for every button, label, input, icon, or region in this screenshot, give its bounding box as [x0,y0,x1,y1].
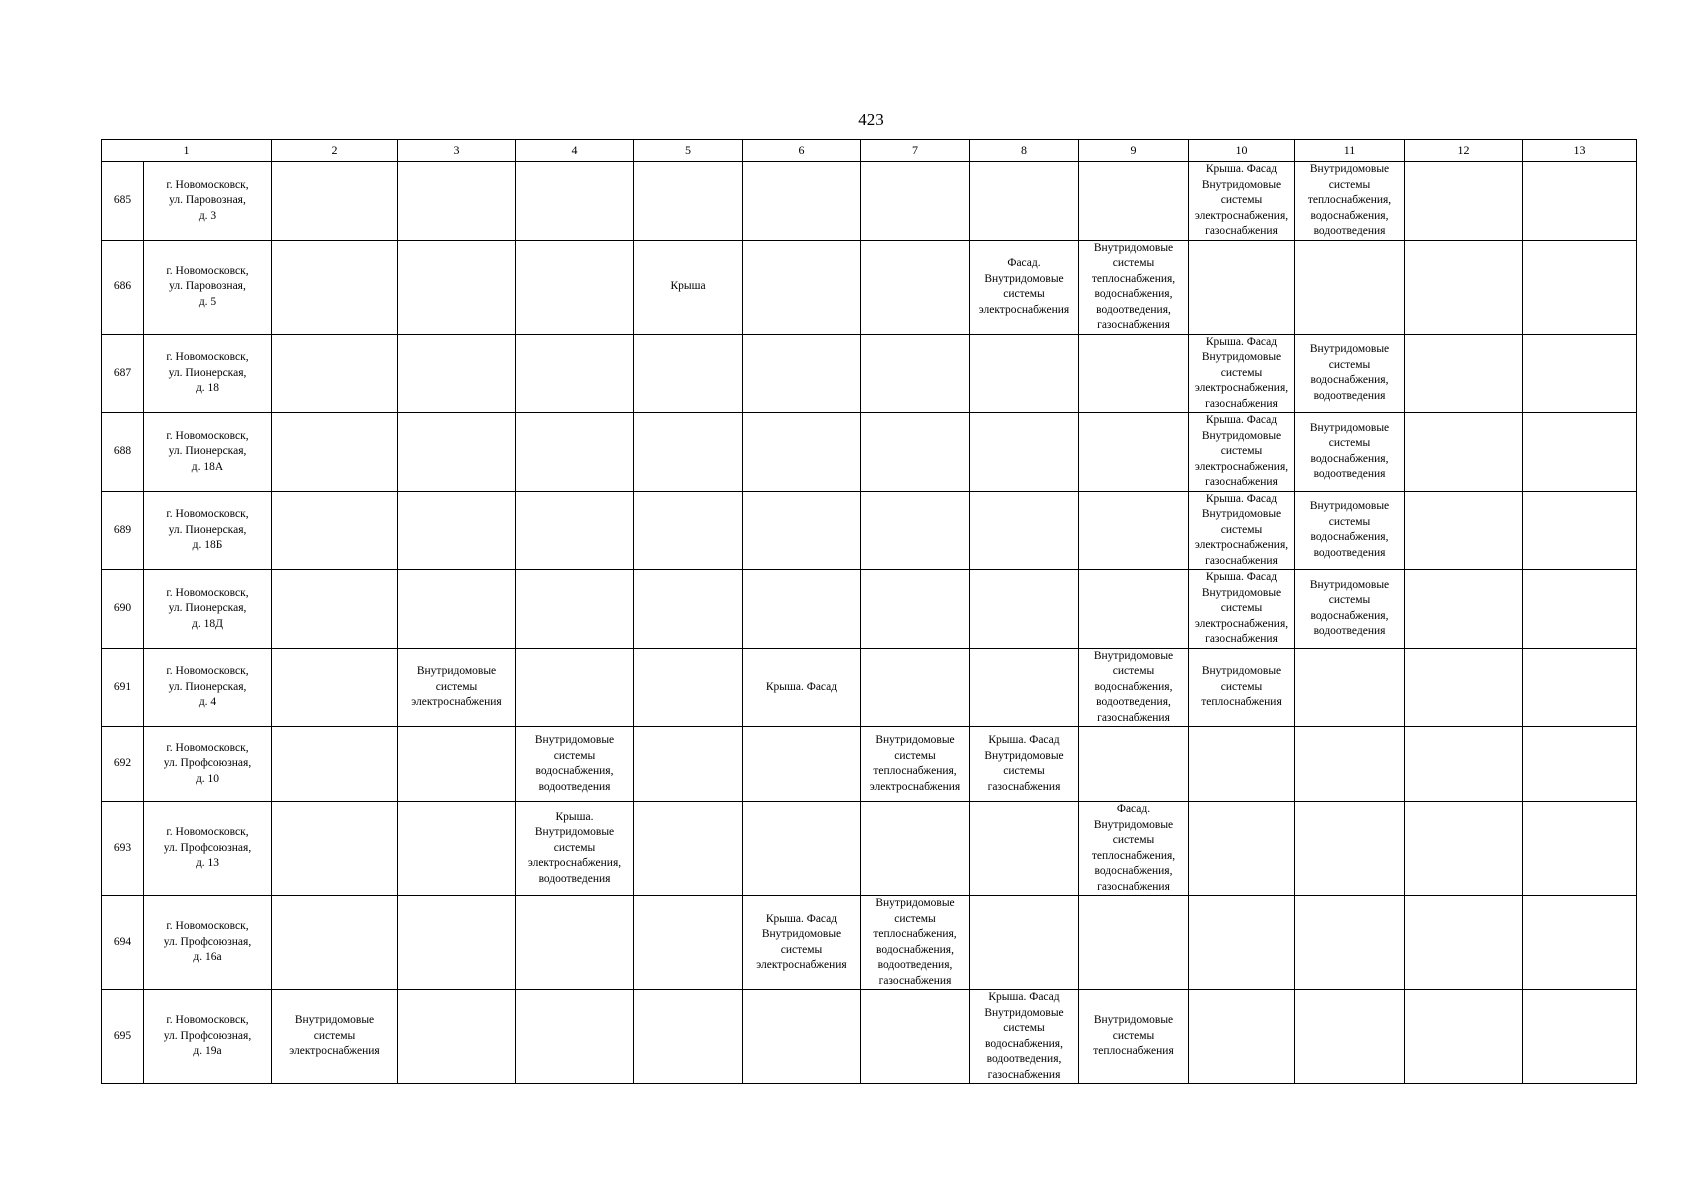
table-cell-col-3 [398,990,516,1084]
table-cell-col-9 [1079,334,1189,413]
table-cell-col-8 [970,570,1079,649]
table-cell-col-10 [1189,240,1295,334]
table-cell-col-2 [272,570,398,649]
cell-text: Внутридомовые системы теплоснабжения, водоснабжения, водоотведения, газоснабжения [873,897,957,987]
cell-text: Крыша. Фасад Внутридомовые системы электроснабжения [756,912,847,971]
table-row [102,162,1637,241]
table-cell-col-3 [398,896,516,990]
table-cell-col-3 [398,413,516,492]
table-body [102,162,1637,1084]
row-number: 687 [102,334,144,413]
table-cell-col-12 [1405,727,1523,802]
table-cell-col-11 [1295,648,1405,727]
table-cell-col-10 [1189,896,1295,990]
table-cell-col-13 [1523,648,1637,727]
table-cell-col-12 [1405,802,1523,896]
table-cell-col-2 [272,240,398,334]
column-header-2: 2 [272,140,398,162]
table-cell-col-3 [398,570,516,649]
row-number: 689 [102,491,144,570]
table-cell-col-13 [1523,491,1637,570]
table-cell-col-5 [634,162,743,241]
address-text: г. Новомосковск, ул. Профсоюзная, д. 10 [163,741,252,785]
address-text: г. Новомосковск, ул. Профсоюзная, д. 16а [163,920,252,964]
table-cell-col-4 [516,648,634,727]
table-cell-col-8 [970,334,1079,413]
table-cell-col-6 [743,240,861,334]
address-text: г. Новомосковск, ул. Пионерская, д. 18Б [166,508,249,551]
table-cell-col-10 [1189,648,1295,727]
table-row [102,727,1637,802]
address-text: г. Новомосковск, ул. Профсоюзная, д. 13 [163,826,252,870]
table-cell-col-10 [1189,570,1295,649]
table-cell-col-8 [970,491,1079,570]
table-cell-col-9 [1079,570,1189,649]
table-cell-col-9 [1079,990,1189,1084]
table-cell-col-13 [1523,802,1637,896]
address-cell [144,162,272,241]
table-cell-col-7 [861,491,970,570]
cell-text: Внутридомовые системы электроснабжения [411,665,502,708]
cell-text: Крыша [670,280,706,293]
table-cell-col-11 [1295,491,1405,570]
table-cell-col-4 [516,896,634,990]
table-cell-col-13 [1523,727,1637,802]
row-number: 694 [102,896,144,990]
table-cell-col-11 [1295,413,1405,492]
table-row [102,334,1637,413]
table-cell-col-8 [970,802,1079,896]
table-cell-col-12 [1405,240,1523,334]
row-number: 693 [102,802,144,896]
table-cell-col-12 [1405,896,1523,990]
table-cell-col-6 [743,727,861,802]
row-number: 690 [102,570,144,649]
table-cell-col-4 [516,990,634,1084]
address-cell [144,648,272,727]
table-cell-col-12 [1405,570,1523,649]
table-cell-col-9 [1079,491,1189,570]
table-cell-col-7 [861,334,970,413]
table-cell-col-10 [1189,491,1295,570]
table-row [102,802,1637,896]
table-cell-col-5 [634,491,743,570]
table-cell-col-4 [516,162,634,241]
table-cell-col-3 [398,491,516,570]
cell-text: Внутридомовые системы теплоснабжения [1201,665,1282,708]
page-number: 423 [858,110,884,129]
cell-text: Внутридомовые системы теплоснабжения, водоснабжения, водоотведения, газоснабжения [1091,241,1176,331]
table-cell-col-10 [1189,413,1295,492]
address-cell [144,570,272,649]
table-cell-col-5 [634,334,743,413]
table-cell-col-3 [398,334,516,413]
address-text: г. Новомосковск, ул. Пионерская, д. 4 [166,665,249,708]
table-cell-col-9 [1079,240,1189,334]
cell-text: Внутридомовые системы теплоснабжения, водоснабжения, водоотведения [1307,163,1392,237]
table-row [102,491,1637,570]
table-cell-col-4 [516,802,634,896]
table-cell-col-4 [516,727,634,802]
address-text: г. Новомосковск, ул. Пионерская, д. 18 [166,351,249,394]
table-cell-col-11 [1295,727,1405,802]
cell-text: Крыша. Фасад Внутридомовые системы водоснабжения, водоотведения, газоснабжения [984,991,1064,1081]
table-cell-col-11 [1295,896,1405,990]
cell-text: Внутридомовые системы водоснабжения, водоотведения [1309,421,1390,481]
address-text: г. Новомосковск, ул. Пионерская, д. 18А [166,429,249,473]
address-text: г. Новомосковск, ул. Профсоюзная, д. 19а [163,1014,252,1058]
cell-text: Внутридомовые системы водоснабжения, водоотведения [1309,343,1390,402]
table-cell-col-8 [970,896,1079,990]
table-cell-col-8 [970,413,1079,492]
row-number: 692 [102,727,144,802]
table-cell-col-6 [743,802,861,896]
table-cell-col-7 [861,413,970,492]
cell-text: Крыша. Фасад [765,680,838,693]
table-cell-col-6 [743,334,861,413]
table-cell-col-7 [861,162,970,241]
table-cell-col-9 [1079,162,1189,241]
table-row [102,413,1637,492]
cell-text: Крыша. Внутридомовые системы электроснабжения, водоотведения [527,810,622,885]
table-cell-col-6 [743,648,861,727]
table-cell-col-13 [1523,162,1637,241]
table-cell-col-5 [634,727,743,802]
table-cell-col-13 [1523,413,1637,492]
table-cell-col-11 [1295,990,1405,1084]
table-row [102,990,1637,1084]
address-cell [144,727,272,802]
table-cell-col-3 [398,727,516,802]
row-number: 691 [102,648,144,727]
cell-text: Внутридомовые системы теплоснабжения, электроснабжения [869,734,961,793]
table-cell-col-8 [970,990,1079,1084]
table-cell-col-9 [1079,802,1189,896]
table-cell-col-9 [1079,896,1189,990]
cell-text: Внутридомовые системы электроснабжения [289,1014,380,1058]
table-cell-col-10 [1189,727,1295,802]
table-cell-col-12 [1405,648,1523,727]
table-cell-col-12 [1405,162,1523,241]
cell-text: Внутридомовые системы водоснабжения, водоотведения [1309,500,1390,559]
address-cell [144,334,272,413]
table-cell-col-8 [970,162,1079,241]
table-cell-col-12 [1405,990,1523,1084]
address-text: г. Новомосковск, ул. Паровозная, д. 5 [166,264,249,308]
table-cell-col-5 [634,648,743,727]
table-cell-col-13 [1523,240,1637,334]
table-cell-col-13 [1523,570,1637,649]
cell-text: Внутридомовые системы теплоснабжения [1093,1014,1174,1058]
table-cell-col-2 [272,334,398,413]
table-row [102,896,1637,990]
row-number: 686 [102,240,144,334]
cell-text: Фасад. Внутридомовые системы электроснабжения [978,257,1070,316]
table-cell-col-10 [1189,990,1295,1084]
address-cell [144,413,272,492]
cell-text: Крыша. Фасад Внутридомовые системы газоснабжения [984,734,1064,793]
column-header-9: 9 [1079,140,1189,162]
table-cell-col-6 [743,990,861,1084]
address-cell [144,240,272,334]
table-cell-col-4 [516,413,634,492]
table-cell-col-11 [1295,802,1405,896]
table-cell-col-11 [1295,162,1405,241]
table-cell-col-10 [1189,802,1295,896]
column-header-10: 10 [1189,140,1295,162]
table-cell-col-5 [634,413,743,492]
cell-text: Крыша. Фасад Внутридомовые системы электроснабжения, газоснабжения [1194,414,1289,488]
table-cell-col-2 [272,896,398,990]
cell-text: Крыша. Фасад Внутридомовые системы электроснабжения, газоснабжения [1194,163,1289,237]
table-cell-col-8 [970,240,1079,334]
table-row [102,648,1637,727]
table-cell-col-7 [861,990,970,1084]
row-number: 685 [102,162,144,241]
cell-text: Крыша. Фасад Внутридомовые системы электроснабжения, газоснабжения [1194,571,1289,645]
cell-text: Внутридомовые системы водоснабжения, водоотведения [1309,578,1390,638]
table-cell-col-2 [272,727,398,802]
table-cell-col-13 [1523,334,1637,413]
table-cell-col-7 [861,727,970,802]
table-cell-col-4 [516,334,634,413]
address-text: г. Новомосковск, ул. Пионерская, д. 18Д [166,586,249,630]
table-cell-col-6 [743,413,861,492]
table-cell-col-4 [516,240,634,334]
address-text: г. Новомосковск, ул. Паровозная, д. 3 [166,178,249,222]
table-cell-col-6 [743,570,861,649]
column-header-5: 5 [634,140,743,162]
table-cell-col-13 [1523,990,1637,1084]
table-cell-col-7 [861,802,970,896]
table-cell-col-7 [861,896,970,990]
table-cell-col-5 [634,896,743,990]
table-cell-col-9 [1079,413,1189,492]
cell-text: Фасад. Внутридомовые системы теплоснабжения, водоснабжения, газоснабжения [1091,803,1176,893]
table-cell-col-10 [1189,162,1295,241]
row-number: 688 [102,413,144,492]
table-cell-col-5 [634,240,743,334]
cell-text: Крыша. Фасад Внутридомовые системы электроснабжения, газоснабжения [1194,492,1289,567]
column-header-11: 11 [1295,140,1405,162]
table-row [102,570,1637,649]
address-cell [144,491,272,570]
table-cell-col-7 [861,570,970,649]
table-cell-col-4 [516,570,634,649]
header-row [102,140,1637,162]
table-cell-col-2 [272,648,398,727]
address-cell [144,802,272,896]
table-cell-col-3 [398,162,516,241]
table-cell-col-6 [743,491,861,570]
column-header-3: 3 [398,140,516,162]
table-cell-col-13 [1523,896,1637,990]
column-header-12: 12 [1405,140,1523,162]
table-cell-col-11 [1295,334,1405,413]
table-cell-col-2 [272,802,398,896]
table-cell-col-2 [272,990,398,1084]
table-cell-col-11 [1295,570,1405,649]
table-cell-col-5 [634,990,743,1084]
table-cell-col-7 [861,240,970,334]
table-cell-col-9 [1079,648,1189,727]
table-cell-col-4 [516,491,634,570]
row-number: 695 [102,990,144,1084]
column-header-1: 1 [102,140,272,162]
address-cell [144,990,272,1084]
table-cell-col-5 [634,802,743,896]
table-cell-col-2 [272,162,398,241]
repair-schedule-table [101,139,1637,1084]
table-cell-col-7 [861,648,970,727]
table-cell-col-10 [1189,334,1295,413]
address-cell [144,896,272,990]
column-header-8: 8 [970,140,1079,162]
table-cell-col-11 [1295,240,1405,334]
table-row [102,240,1637,334]
table-cell-col-6 [743,162,861,241]
cell-text: Внутридомовые системы водоснабжения, водоотведения, газоснабжения [1093,649,1174,724]
column-header-7: 7 [861,140,970,162]
table-cell-col-8 [970,727,1079,802]
table-cell-col-12 [1405,413,1523,492]
column-header-4: 4 [516,140,634,162]
table-cell-col-9 [1079,727,1189,802]
column-header-6: 6 [743,140,861,162]
table-cell-col-8 [970,648,1079,727]
table-cell-col-12 [1405,334,1523,413]
cell-text: Внутридомовые системы водоснабжения, водоотведения [534,734,615,793]
table-cell-col-6 [743,896,861,990]
table-cell-col-2 [272,491,398,570]
table-cell-col-2 [272,413,398,492]
column-header-13: 13 [1523,140,1637,162]
cell-text: Крыша. Фасад Внутридомовые системы электроснабжения, газоснабжения [1194,335,1289,410]
table-cell-col-3 [398,648,516,727]
table-cell-col-3 [398,240,516,334]
table-cell-col-3 [398,802,516,896]
table-cell-col-12 [1405,491,1523,570]
table-cell-col-5 [634,570,743,649]
